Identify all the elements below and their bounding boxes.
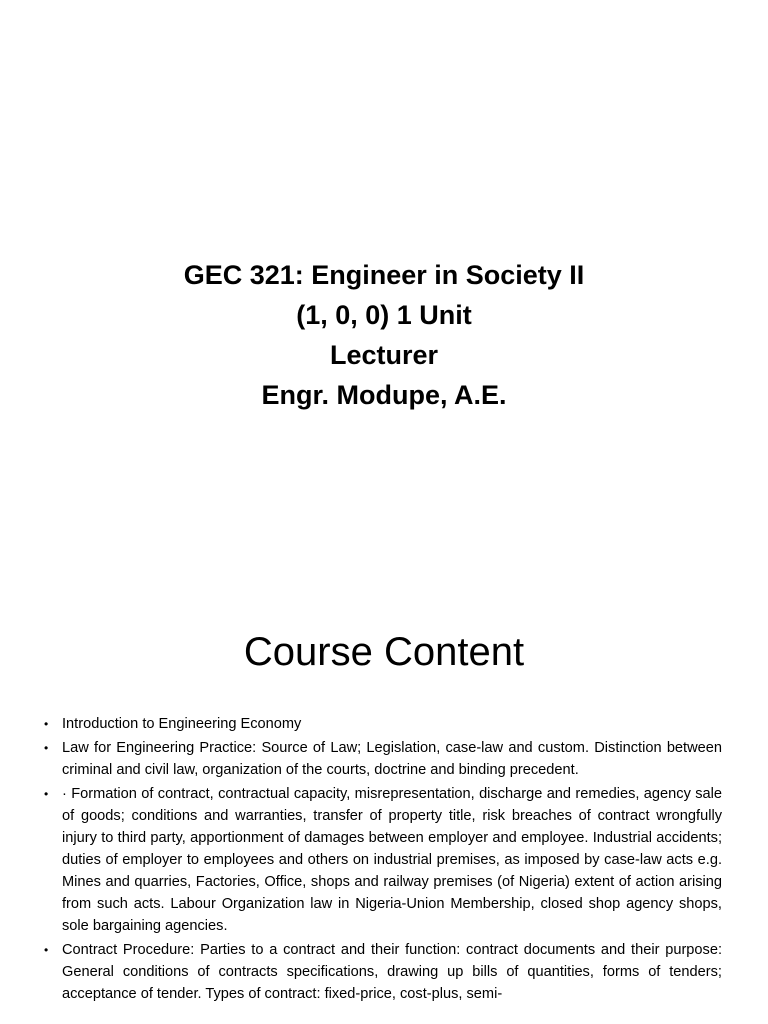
course-content-list: [40, 713, 722, 1007]
list-item: [40, 737, 722, 781]
title-block: [0, 255, 768, 415]
list-item-text: Introduction to Engineering Economy: [62, 716, 302, 732]
section-heading: Course Content: [243, 630, 525, 674]
list-item-text: Law for Engineering Practice: Source of Law; Legislation, case-law and custom. Distinction between criminal and civil law, organization of the courts, doctrine and binding precedent.: [62, 740, 722, 778]
list-item: [40, 783, 722, 937]
bullet-icon: •: [44, 787, 49, 801]
bullet-icon: •: [44, 741, 49, 755]
course-units: (1, 0, 0) 1 Unit: [296, 300, 472, 330]
list-item: [40, 713, 722, 735]
content-slide: [0, 576, 768, 1024]
bullet-icon: •: [44, 943, 49, 957]
lecturer-name: Engr. Modupe, A.E.: [261, 380, 507, 410]
course-code-title: GEC 321: Engineer in Society II: [183, 260, 585, 290]
bullet-icon: •: [44, 717, 49, 731]
list-item-text: Contract Procedure: Parties to a contract and their function: contract documents and their purpose: General conditions of contracts specifications, drawing up bills of quantities, forms of tenders; acceptance of tender. Types of contract: fixed-price, cost-plus, semi-: [62, 942, 722, 1002]
lecturer-label: Lecturer: [329, 340, 439, 370]
list-item-text: · Formation of contract, contractual capacity, misrepresentation, discharge and remedies, agency sale of goods; conditions and warranties, transfer of property title, risk breaches of contract wrongfully injury to third party, apportionment of damages between employer and employee. Industrial accidents; duties of employer to employees and others on industrial premises, as imposed by case-law acts e.g. Mines and quarries, Factories, Office, shops and railway premises (of Nigeria) extent of action arising from such acts. Labour Organization law in Nigeria-Union Membership, closed shop agency shops, sole bargaining agencies.: [62, 786, 722, 934]
list-item: [40, 939, 722, 1005]
